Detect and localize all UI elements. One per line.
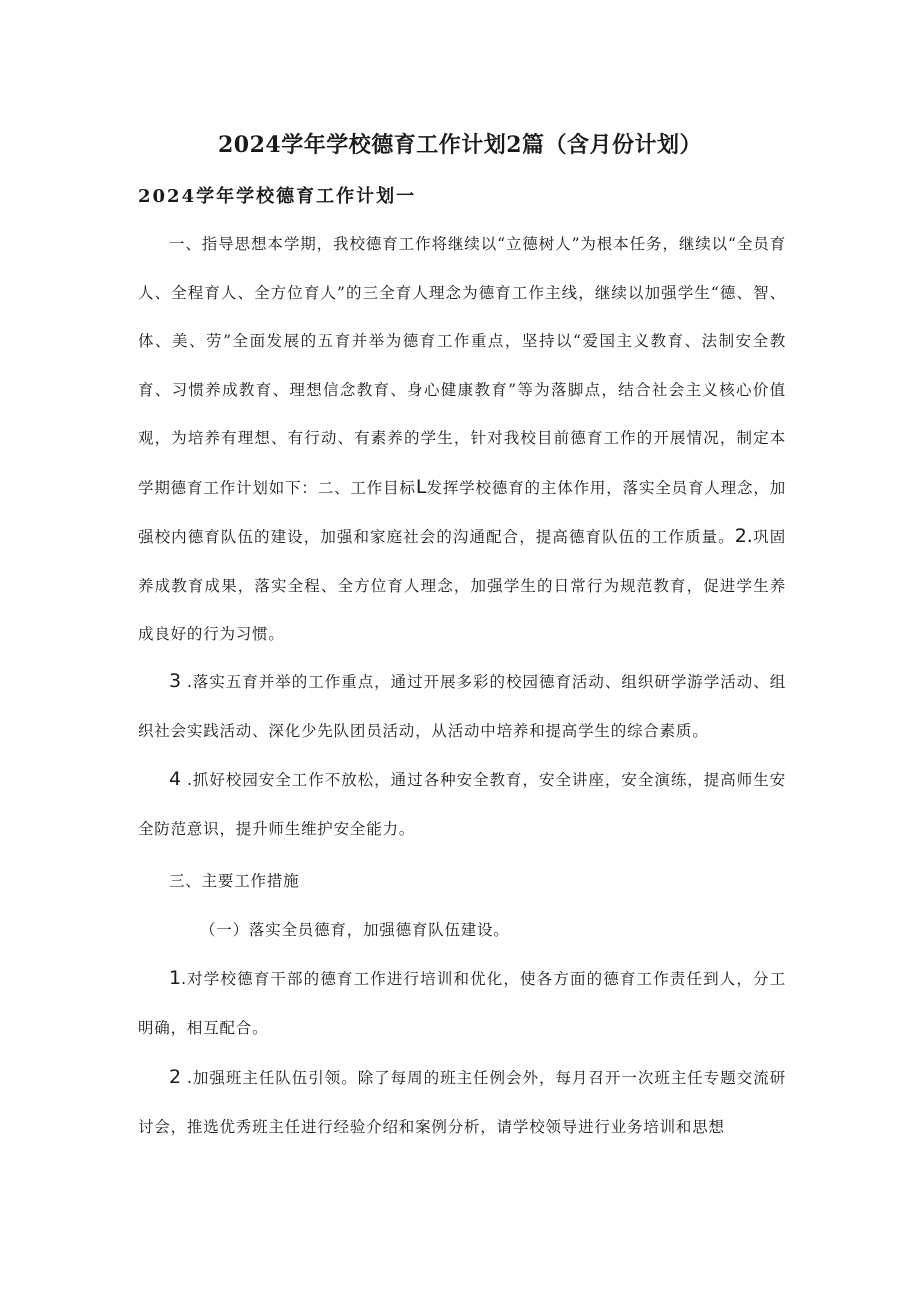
paragraph-text: 巩固养成教育成果，落实全程、全方位育人理念，加强学生的日常行为规范教育，促进学生养成良好的行为习惯。 — [138, 528, 786, 643]
paragraph-guiding-principles — [138, 220, 786, 659]
heading-main-measures: 三、主要工作措施 — [169, 872, 300, 890]
section-heading: 2024学年学校德育工作计划一 — [138, 186, 417, 207]
item-number: 2 — [169, 1066, 182, 1088]
item-number: 4 — [169, 768, 182, 790]
paragraph-goal-3 — [138, 657, 786, 755]
paragraph-text: .抓好校园安全工作不放松，通过各种安全教育，安全讲座，安全演练，提高师生安全防范意识，提升师生维护安全能力。 — [138, 771, 786, 838]
paragraph-text: 一、指导思想本学期，我校德育工作将继续以“立德树人”为根本任务，继续以“全员育人、全程育人、全方位育人”的三全育人理念为德育工作主线，继续以加强学生“德、智、体、美、劳”全面发展的五育并举为德育工作重点，坚持以“爱国主义教育、法制安全教育、习惯养成教育、理想信念教育、身心健康教育”等为落脚点，结合社会主义核心价值观，为培养有理想、有行动、有素养的学生，针对我校目前德育工作的开展情况，制定本学期德育工作计划如下：二、工作目标 — [138, 235, 786, 497]
item-number: 1 — [169, 967, 182, 989]
subheading-measure-1: （一）落实全员德育，加强德育队伍建设。 — [200, 921, 510, 939]
paragraph-text: 发挥学校德育的主体作用，落实全员育人理念，加强校内德育队伍的建设，加强和家庭社会的沟通配合，提高德育队伍的工作质量。 — [138, 478, 786, 546]
paragraph-text: .对学校德育干部的德育工作进行培训和优化，使各方面的德育工作责任到人，分工明确，相互配合。 — [138, 970, 786, 1037]
paragraph-goal-4 — [138, 755, 786, 853]
item-number: 2. — [734, 525, 753, 547]
document-title: 2024学年学校德育工作计划2篇（含月份计划） — [217, 132, 703, 158]
paragraph-text: .落实五育并举的工作重点，通过开展多彩的校园德育活动、组织研学游学活动、组织社会实践活动、深化少先队团员活动，从活动中培养和提高学生的综合素质。 — [138, 673, 786, 740]
paragraph-measure-item-2 — [138, 1053, 786, 1151]
paragraph-text: .加强班主任队伍引领。除了每周的班主任例会外，每月召开一次班主任专题交流研讨会，推选优秀班主任进行经验介绍和案例分析，请学校领导进行业务培训和思想 — [138, 1069, 786, 1136]
paragraph-measure-item-1 — [138, 954, 786, 1052]
item-marker: L — [415, 475, 427, 498]
item-number: 3 — [169, 670, 182, 692]
